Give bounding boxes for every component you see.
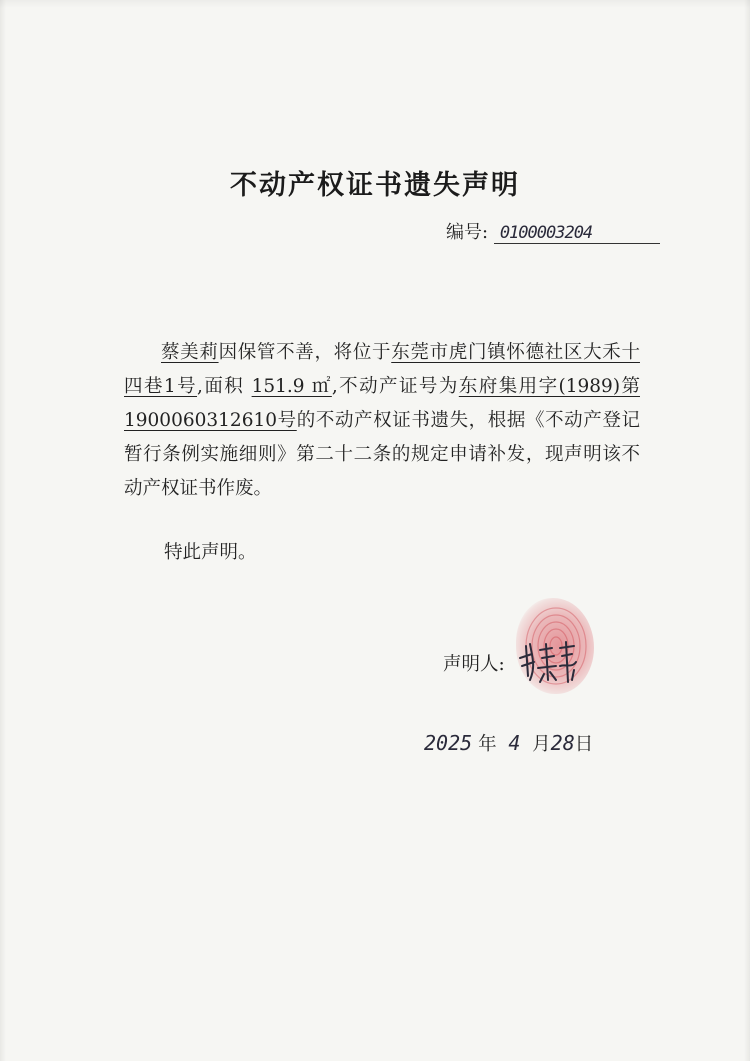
statement-text-4: 的不动产权证书遗失，根据《不动产登记暂行条例实施细则》第二十二条的规定申请补发，现声明该不动产权证书作废。 [124, 410, 640, 499]
property-area: 151.9 ㎡ [251, 376, 332, 397]
statement-text-1: 因保管不善，将位于 [218, 342, 392, 363]
declarant-row [443, 650, 505, 676]
date-year: 2025 [424, 731, 473, 755]
date-row [424, 730, 593, 756]
declarant-label: 声明人: [443, 654, 505, 675]
date-day: 28 [550, 731, 575, 755]
statement-text-2: ,面积 [197, 376, 245, 397]
statement-paragraph [124, 336, 640, 506]
handwritten-signature [516, 636, 580, 686]
date-month-unit: 月 [532, 734, 551, 755]
statement-body [124, 336, 640, 506]
closing-text: 特此声明。 [164, 542, 257, 563]
serial-number-row [446, 218, 660, 244]
statement-text-3: ,不动产证号为 [331, 376, 459, 397]
property-address: 东莞市虎门镇怀德社区大禾十四巷1号 [124, 342, 640, 397]
serial-label: 编号: [446, 222, 489, 243]
certificate-number: 东府集用字(1989)第1900060312610号 [124, 376, 640, 431]
date-day-unit: 日 [574, 734, 594, 755]
document-title: 不动产权证书遗失声明 [230, 170, 520, 201]
owner-name: 蔡美莉 [161, 342, 219, 363]
date-year-unit: 年 [478, 734, 497, 755]
serial-value: 0100003204 [494, 223, 660, 244]
date-month: 4 [508, 731, 521, 755]
